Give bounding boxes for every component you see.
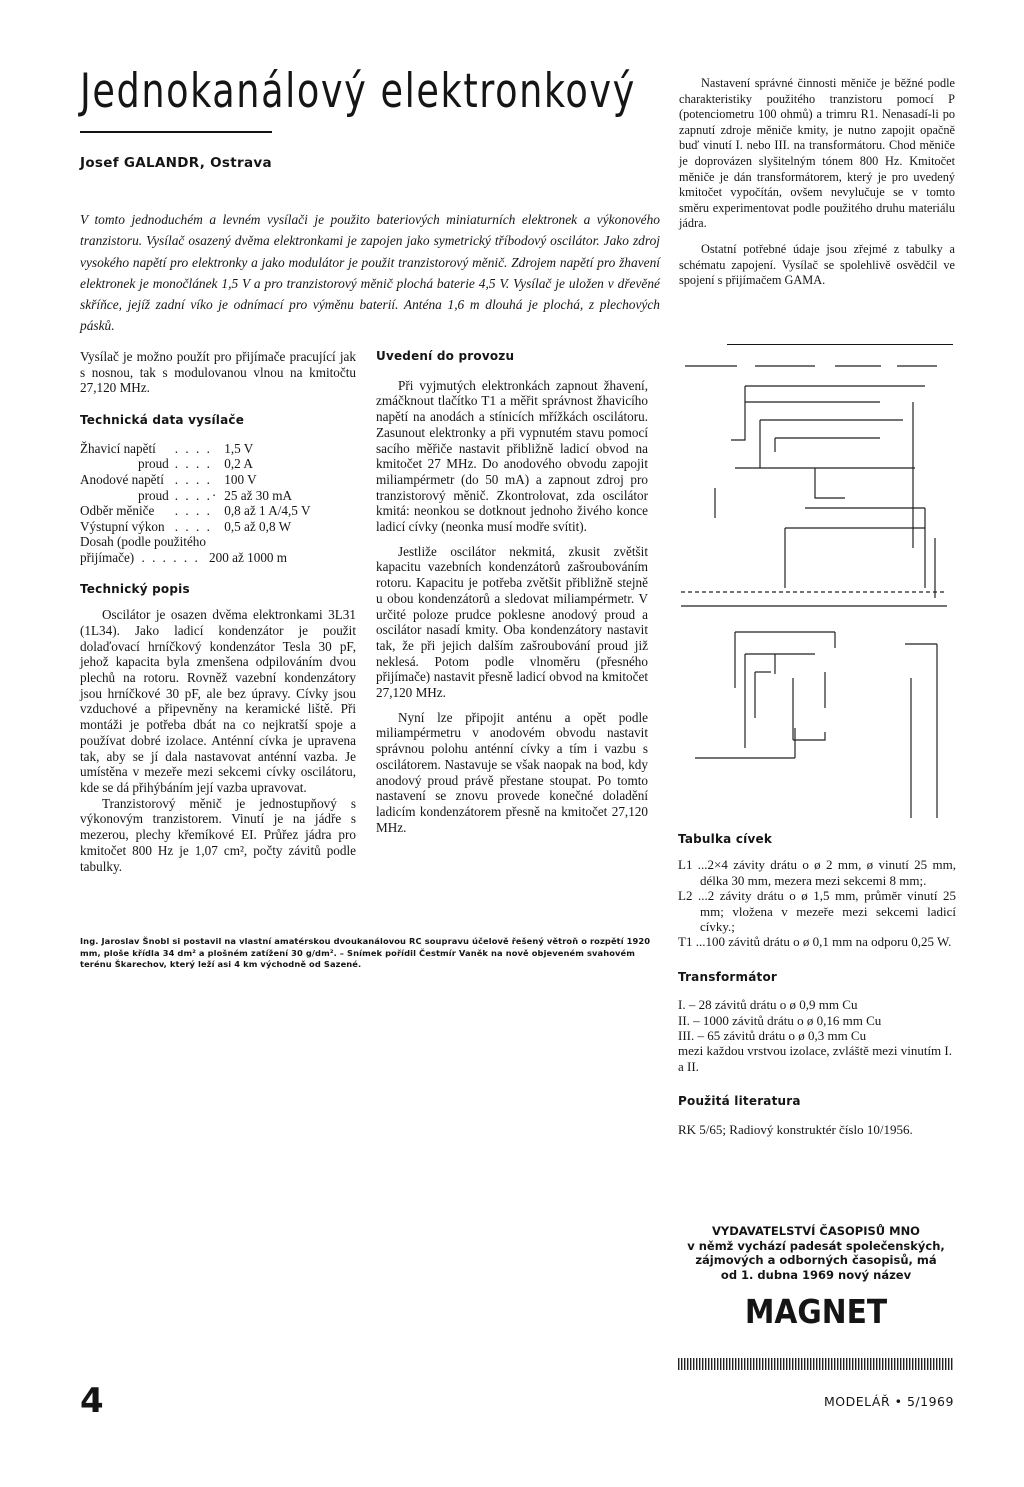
- tables-column: [678, 832, 956, 1137]
- spec-dots: . . . .: [174, 472, 212, 487]
- spec-dots: . . . .: [174, 456, 212, 472]
- right-top-paragraph-2: Ostatní potřebné údaje jsou zřejmé z tabulky a schématu zapojení. Vysílač se spolehlivě osvědčil ve spojení s přijímačem GAMA.: [679, 241, 955, 288]
- column-1: [80, 349, 356, 874]
- operation-paragraph-3: Nyní lze připojit anténu a opět podle miliampérmetru v anodovém obvodu nastavit správnou polohu anténní cívky a tím i vazbu s oscilátorem. Nastavuje se však naopak na bod, kdy anodový proud právě přestane stoupat. Po tomto nastavení se znovu provede konečné doladění ladicím kondenzátorem přesně na kmitočet 27,120 MHz.: [376, 709, 648, 835]
- spec-row: [80, 488, 310, 504]
- coil-item-t1: T1 ...100 závitů drátu o ø 0,1 mm na odporu 0,25 W.: [678, 934, 952, 950]
- transformer-winding-2: II. – 1000 závitů drátu o ø 0,16 mm Cu: [678, 1012, 882, 1028]
- spec-dots: . . . .: [174, 518, 212, 534]
- journal-issue: MODELÁŘ • 5/1969: [824, 1394, 954, 1409]
- page-number: 4: [80, 1381, 104, 1421]
- literature-heading: Použitá literatura: [678, 1094, 801, 1109]
- publisher-notice: [676, 1224, 956, 1332]
- tech-data-heading: Technická data vysílače: [80, 413, 245, 428]
- spec-dots: . . . .: [174, 503, 212, 519]
- spec-row: [80, 503, 310, 519]
- spec-label: Anodové napětí: [80, 472, 164, 487]
- right-top-paragraph-1: Nastavení správné činnosti měniče je běžné podle charakteristiky použitého tranzistoru pomocí P (potenciometru 100 ohmů) a trimru R1. Nenasadí-li po zapnutí zdroje měniče kmity, je nutno zapojit opačně buď vinutí I. nebo III. na transformátoru. Chod měniče je doprovázen slyšitelným tónem 800 Hz. Kmitočet měniče je dán transformátorem, který je pro uvedený kmitočet vypočítán, ovšem nevylučuje se v tomto směru experimentovat podle použitého druhu materiálu jádra.: [679, 76, 955, 231]
- photo-caption: Ing. Jaroslav Šnobl si postavil na vlastní amatérskou dvoukanálovou RC soupravu účelově řešený větroň o rozpětí 1920 mm, ploše křídla 34 dm² a plošném zatížení 30 g/dm². – Snímek pořídil Čestmír Vaněk na nově objeveném svahovém terénu Škarechov, který leží asi 4 km východně od Sazené.: [80, 936, 651, 970]
- coil-item-l2: L2 ...2 závity drátu o ø 1,5 mm, průměr vinutí 25 mm; vložena v mezeře mezi sekcemi ladicí cívky.;: [678, 888, 956, 935]
- spec-value: 0,2 A: [224, 456, 253, 472]
- transformer-heading: Transformátor: [678, 969, 778, 984]
- coil-table: [678, 857, 956, 949]
- range-value: 200 až 1000 m: [209, 549, 288, 565]
- tech-description-heading: Technický popis: [80, 581, 190, 596]
- spec-row: [80, 519, 310, 535]
- spec-value: 0,5 až 0,8 W: [224, 518, 292, 534]
- transformer-note: mezi každou vrstvou izolace, zvláště mezi vinutím I. a II.: [678, 1043, 952, 1074]
- spec-row: [80, 472, 310, 488]
- tech-description-paragraph-2: Tranzistorový měnič je jednostupňový s výkonovým tranzistorem. Vinutí je na jádře s mezerou, plechy křemíkové EI. Průřez jádra pro kmitočet 800 Hz je 1,07 cm², počty závitů podle tabulky.: [80, 795, 356, 874]
- transformer-table: [678, 997, 956, 1074]
- spec-label: proud: [138, 456, 169, 472]
- operation-paragraph-2: Jestliže oscilátor nekmitá, zkusit zvětšit kapacitu vazebních kondenzátorů zašroubováním rotoru. Kapacitu je potřeba zvětšit přibližně stejně u obou kondenzátorů a sledovat miliampérmetr. V určité poloze prudce poklesne anodový proud a oscilátor nasadí kmity. Oba kondenzátory nastavit tak, že při jejich dalším zašroubování proud již neklesá. Potom podle vlnoměru (přesného přijímače) nastavit přesně ladicí obvod na kmitočet 27,120 MHz.: [376, 543, 648, 701]
- range-dots: . . . . . .: [141, 549, 200, 565]
- spec-value: 25 až 30 mA: [224, 487, 293, 503]
- spec-dots: . . . .: [174, 440, 212, 456]
- barcode-strip: [678, 1357, 954, 1369]
- title-rule: [80, 131, 272, 133]
- transformer-winding-3: III. – 65 závitů drátu o ø 0,3 mm Cu: [678, 1028, 867, 1044]
- intro-paragraph: V tomto jednoduchém a levném vysílači je použito bateriových miniaturních elektronek a výkonového tranzistoru. Vysílač osazený dvěma elektronkami je zapojen jako symetrický tříbodový oscilátor. Jako zdroj vysokého napětí pro elektronky a jako modulátor je použit tranzistorový měnič. Zdrojem napětí pro žhavení elektronek je monočlánek 1,5 V a pro tranzistorový měnič plochá baterie 4,5 V. Vysílač je uložen v dřevěné skříňce, jejíž zadní víko je odnímací pro výměnu baterií. Anténa 1,6 m dlouhá je plochá, z plechových pásků.: [80, 212, 660, 334]
- transformer-winding-1: I. – 28 závitů drátu o ø 0,9 mm Cu: [678, 997, 858, 1013]
- spec-dots: . . . .·: [174, 487, 219, 503]
- right-top-column: [679, 76, 955, 289]
- spec-row: [80, 456, 310, 472]
- literature-text: RK 5/65; Radiový konstruktér číslo 10/1956.: [678, 1121, 913, 1137]
- author-line: Josef GALANDR, Ostrava: [80, 155, 272, 171]
- spec-label: proud: [138, 487, 169, 503]
- tech-data-table: [80, 441, 310, 535]
- operation-paragraph-1: Při vyjmutých elektronkách zapnout žhavení, zmáčknout tlačítko T1 a měřit správnost žhavicího napětí na anodách a stínicích mřížkách oscilátoru. Zasunout elektronky a při vypnutém stavu pomocí sacího měřiče nastavit přibližně ladicí obvod na kmitočet 27 MHz. Do anodového obvodu zapojit miliampérmetr (do 50 mA) a zapnout zdroj pro tranzistorový měnič. Zkontrolovat, zda oscilátor kmitá: neonkou se dotknout jednoho živého konce ladicí cívky (neonka musí modře svítit).: [376, 377, 648, 535]
- coil-table-heading: Tabulka cívek: [678, 832, 773, 846]
- range-label-1: Dosah (podle použitého: [80, 534, 206, 550]
- barcode-icon: [678, 1358, 954, 1370]
- spec-label: Odběr měniče: [80, 503, 155, 519]
- right-top-rule: [727, 344, 953, 345]
- spec-value: 1,5 V: [224, 440, 254, 456]
- publisher-new-name: MAGNET: [744, 1292, 888, 1332]
- tech-description-paragraph-1: Oscilátor je osazen dvěma elektronkami 3L31 (1L34). Jako ladicí kondenzátor je použit dolaďovací hrníčkový kondenzátor Tesla 30 pF, jehož kapacita byla zmenšena odpilováním dvou plechů na rotoru. Rovněž vazební kondenzátory jsou hrníčkové 30 pF, ale bez úpravy. Cívky jsou vzduchové a připevněny na keramické liště. Při montáži je potřeba dbát na co nejkratší spoje a používat dobré izolace. Anténní cívka je upravena tak, aby se jí dala nastavovat anténní vazba. Je umístěna v mezeře mezi sekcemi cívky oscilátoru, kde se dá přihýbáním její vazba upravovat.: [80, 607, 356, 795]
- publisher-line-1: VYDAVATELSTVÍ ČASOPISŮ MNO: [712, 1224, 920, 1238]
- publisher-line-3: zájmových a odborných časopisů, má: [695, 1253, 937, 1268]
- publisher-line-4: od 1. dubna 1969 nový název: [720, 1267, 912, 1282]
- spec-value: 100 V: [224, 472, 257, 487]
- spec-label: Výstupní výkon: [80, 518, 165, 534]
- range-label-2: přijímače): [80, 549, 135, 565]
- lead-paragraph: Vysílač je možno použít pro přijímače pracující jak s nosnou, tak s modulovanou vlnou na kmitočtu 27,120 MHz.: [80, 349, 356, 396]
- range-row: [80, 534, 356, 565]
- column-2: [376, 349, 648, 835]
- circuit-schematic: [675, 348, 955, 818]
- spec-row: [80, 441, 310, 457]
- publisher-line-2: v němž vychází padesát společenských,: [687, 1238, 945, 1253]
- spec-value: 0,8 až 1 A/4,5 V: [224, 503, 311, 519]
- spec-label: Žhavicí napětí: [80, 440, 156, 456]
- article-title: Jednokanálový elektronkový: [80, 64, 636, 119]
- operation-heading: Uvedení do provozu: [376, 349, 515, 363]
- coil-item-l1: L1 ...2×4 závity drátu o ø 2 mm, ø vinutí 25 mm, délka 30 mm, mezera mezi sekcemi 8 mm;.: [678, 857, 956, 888]
